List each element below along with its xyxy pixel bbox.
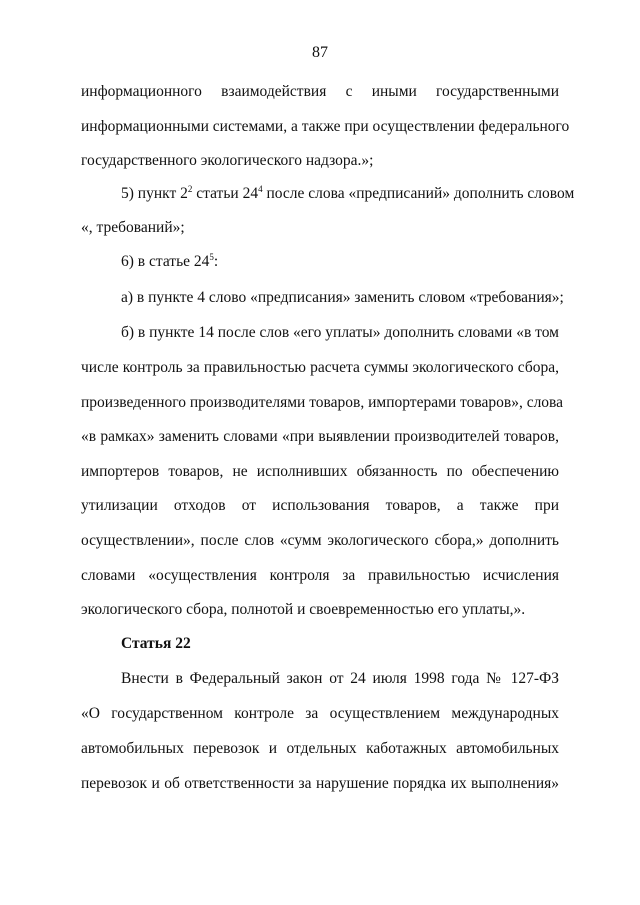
text-line: Внести в Федеральный закон от 24 июля 1998 года № 127-ФЗ bbox=[121, 670, 559, 687]
text-line: словами «осуществления контроля за правильностью исчисления bbox=[81, 567, 559, 584]
text-line: утилизации отходов от использования товаров, а также при bbox=[81, 497, 559, 514]
text-line: государственного экологического надзора.»; bbox=[81, 152, 374, 169]
item5-superscript-2: 4 bbox=[258, 184, 263, 194]
text-line: информационного взаимодействия с иными государственными bbox=[81, 83, 559, 100]
text-line: перевозок и об ответственности за нарушение порядка их выполнения» bbox=[81, 775, 559, 792]
text-line: импортеров товаров, не исполнивших обязанность по обеспечению bbox=[81, 463, 559, 480]
article-heading: Статья 22 bbox=[121, 635, 191, 652]
item5-part-b: статьи 24 bbox=[192, 185, 259, 202]
paragraph-item-5 bbox=[121, 184, 575, 204]
text-line: б) в пункте 14 после слов «его уплаты» дополнить словами «в том bbox=[121, 324, 559, 341]
text-line: осуществлении», после слов «сумм экологического сбора,» дополнить bbox=[81, 532, 559, 549]
item5-superscript-1: 2 bbox=[187, 184, 193, 194]
item5-part-c: после слова «предписаний» дополнить словом bbox=[262, 185, 575, 202]
text-line: «О государственном контроле за осуществлением международных bbox=[81, 705, 559, 722]
item6-part-b: : bbox=[213, 253, 219, 270]
text-line: произведенного производителями товаров, импортерами товаров», слова bbox=[81, 394, 564, 411]
text-line: «в рамках» заменить словами «при выявлении производителей товаров, bbox=[81, 428, 559, 445]
text-line: автомобильных перевозок и отдельных каботажных автомобильных bbox=[81, 740, 559, 757]
item6-part-a: 6) в статье 24 bbox=[121, 253, 210, 270]
text-line: информационными системами, а также при осуществлении федерального bbox=[81, 118, 570, 135]
item5-part-a: 5) пункт 2 bbox=[121, 185, 188, 202]
paragraph-item-6 bbox=[121, 252, 559, 272]
text-line: экологического сбора, полнотой и своевременностью его уплаты,». bbox=[81, 601, 526, 618]
text-line: «, требований»; bbox=[81, 219, 185, 236]
text-line: числе контроль за правильностью расчета суммы экологического сбора, bbox=[81, 359, 559, 376]
item6-superscript: 5 bbox=[209, 252, 214, 262]
text-line: а) в пункте 4 слово «предписания» заменить словом «требования»; bbox=[121, 289, 564, 306]
page-number: 87 bbox=[312, 44, 328, 61]
